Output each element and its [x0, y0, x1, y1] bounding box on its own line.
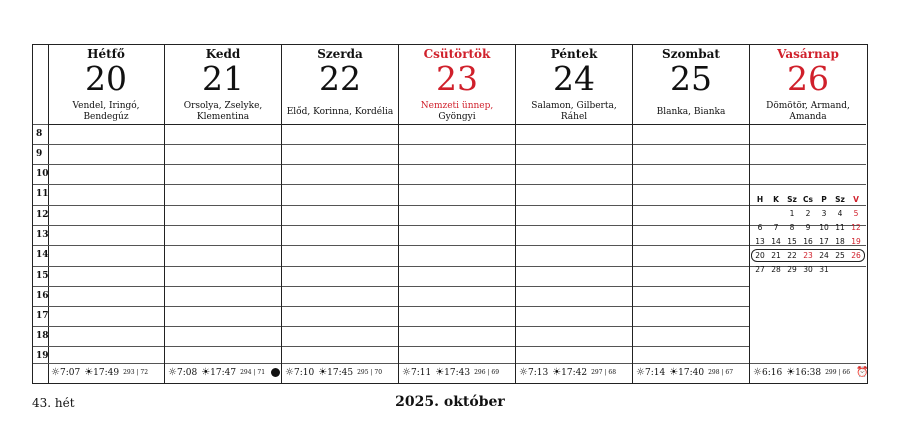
day-column: [750, 45, 869, 383]
mini-calendar-week: [750, 207, 867, 221]
hour-slot-line: [399, 286, 515, 287]
name-day: Gyöngyi: [438, 112, 476, 122]
hour-slot-line: [750, 124, 866, 125]
hour-slot-line: [282, 245, 398, 246]
hour-slot-line: [282, 144, 398, 145]
name-days-text: Blanka, Bianka: [656, 106, 726, 117]
hour-slot-line: [399, 184, 515, 185]
hour-slot-line: [165, 245, 281, 246]
day-number: 22: [319, 59, 361, 98]
hour-slot-line: [633, 184, 749, 185]
mini-calendar-day: 25: [835, 251, 845, 260]
mini-calendar-day: 8: [789, 223, 795, 232]
day-column: [48, 45, 165, 383]
mini-calendar-weekday: Cs: [803, 195, 813, 204]
sunrise-icon: ☼: [168, 367, 177, 378]
mini-calendar-day: 26: [851, 251, 861, 260]
hour-slot-line: [750, 144, 866, 145]
hour-slot-line: [48, 245, 164, 246]
hour-slot-line: [750, 164, 866, 165]
sunrise-icon: ☼: [519, 367, 528, 378]
mini-calendar-day: 19: [851, 237, 861, 246]
name-days: [401, 99, 513, 125]
hour-slot-line: [516, 205, 632, 206]
mini-calendar-day: 5: [853, 209, 859, 218]
hour-column: [33, 45, 49, 383]
day-number: 24: [553, 59, 595, 98]
hour-divider: [33, 205, 48, 206]
name-days: [50, 99, 162, 125]
day-name: Szerda: [317, 47, 363, 61]
mini-calendar-day: 24: [819, 251, 829, 260]
mini-calendar-day: 31: [819, 265, 829, 274]
mini-calendar-weekday: H: [756, 195, 764, 204]
sunset-time: 16:38: [795, 367, 822, 378]
hour-divider: [33, 225, 48, 226]
sunset-icon: ☀: [318, 367, 328, 378]
sunset-time: 17:40: [678, 367, 705, 378]
day-number: 20: [85, 59, 127, 98]
day-name: Szombat: [662, 47, 720, 61]
mini-calendar-day: 3: [821, 209, 827, 218]
sunrise-time: 7:11: [410, 367, 432, 378]
day-count: 297 | 68: [591, 369, 617, 376]
holiday-label: Nemzeti ünnep,: [420, 101, 494, 111]
hour-slot-line: [750, 184, 866, 185]
name-days-text: Orsolya, Zselyke, Klementina: [183, 101, 263, 122]
mini-calendar-day: 18: [835, 237, 845, 246]
week-planner-grid: [32, 44, 868, 384]
hour-divider: [33, 164, 48, 165]
sunset-time: 17:49: [93, 367, 120, 378]
mini-calendar-day: 12: [851, 223, 861, 232]
new-moon-icon: [271, 368, 280, 377]
hour-slot-line: [633, 326, 749, 327]
hour-slot-line: [399, 205, 515, 206]
mini-calendar-weekday: Sz: [787, 195, 797, 204]
hour-slot-line: [516, 144, 632, 145]
sun-times: [633, 362, 749, 383]
mini-calendar-day: 21: [771, 251, 781, 260]
sunrise-time: 7:08: [176, 367, 198, 378]
hour-slot-line: [282, 205, 398, 206]
hour-slot-line: [282, 184, 398, 185]
hour-slot-line: [516, 225, 632, 226]
hour-slot-line: [48, 164, 164, 165]
hour-slot-line: [48, 184, 164, 185]
mini-calendar-day: 10: [819, 223, 829, 232]
mini-calendar-day: 11: [835, 223, 845, 232]
sunset-icon: ☀: [552, 367, 562, 378]
day-number: 23: [436, 59, 478, 98]
mini-calendar-week: [750, 263, 867, 277]
sun-times: [750, 362, 869, 383]
hour-label: 15: [36, 271, 49, 281]
sunrise-icon: ☼: [51, 367, 60, 378]
hour-slot-line: [48, 225, 164, 226]
alarm-clock-icon: ⏰: [856, 367, 869, 378]
hour-divider: [33, 346, 48, 347]
hour-divider: [33, 286, 48, 287]
name-days-text: Dömötör, Armand, Amanda: [766, 101, 850, 122]
hour-slot-line: [165, 306, 281, 307]
hour-label: 14: [36, 250, 49, 260]
mini-calendar-day: 4: [837, 209, 843, 218]
mini-calendar-day: 28: [771, 265, 781, 274]
sunset-icon: ☀: [786, 367, 796, 378]
hour-divider: [33, 266, 48, 267]
hour-slot-line: [282, 326, 398, 327]
hour-slot-line: [282, 286, 398, 287]
name-days: [635, 99, 747, 125]
mini-calendar-day: 7: [773, 223, 779, 232]
name-days: [284, 99, 396, 125]
hour-label: 12: [36, 210, 49, 220]
mini-calendar-weekday: K: [773, 195, 779, 204]
sunrise-time: 6:16: [761, 367, 783, 378]
hour-slot-line: [633, 286, 749, 287]
hour-slot-line: [633, 225, 749, 226]
name-days: [752, 99, 864, 125]
week-number: 43. hét: [32, 396, 75, 410]
hour-slot-line: [165, 346, 281, 347]
mini-calendar: [750, 193, 867, 277]
hour-slot-line: [282, 225, 398, 226]
mini-calendar-weekday: V: [853, 195, 859, 204]
mini-calendar-day: 1: [789, 209, 795, 218]
mini-calendar-header: [750, 193, 867, 207]
hour-label: 10: [36, 169, 49, 179]
hour-slot-line: [48, 346, 164, 347]
day-name: Vasárnap: [777, 47, 839, 61]
sun-times: [516, 362, 632, 383]
day-name: Péntek: [550, 47, 598, 61]
mini-calendar-day: 20: [755, 251, 765, 260]
hour-slot-line: [165, 124, 281, 125]
mini-calendar-day: 29: [787, 265, 797, 274]
name-days-text: Vendel, Iringó, Bendegúz: [72, 101, 140, 122]
hour-slot-line: [399, 245, 515, 246]
day-count: 299 | 66: [825, 369, 851, 376]
hour-label: 19: [36, 351, 49, 361]
hour-slot-line: [165, 266, 281, 267]
hour-slot-line: [516, 266, 632, 267]
hour-slot-line: [633, 245, 749, 246]
hour-slot-line: [165, 184, 281, 185]
month-title: 2025. október: [395, 394, 505, 410]
hour-slot-line: [48, 205, 164, 206]
hour-slot-line: [48, 286, 164, 287]
mini-calendar-day: 16: [803, 237, 813, 246]
hour-divider: [33, 306, 48, 307]
hour-divider: [33, 144, 48, 145]
day-name: Hétfő: [87, 47, 125, 61]
sunrise-icon: ☼: [753, 367, 762, 378]
mini-calendar-day: 17: [819, 237, 829, 246]
hour-divider: [33, 363, 48, 364]
hour-slot-line: [282, 346, 398, 347]
mini-calendar-day: 14: [771, 237, 781, 246]
hour-divider: [33, 124, 48, 125]
hour-slot-line: [165, 164, 281, 165]
hour-divider: [33, 184, 48, 185]
hour-slot-line: [48, 266, 164, 267]
hour-slot-line: [633, 266, 749, 267]
day-column: [516, 45, 633, 383]
hour-slot-line: [399, 346, 515, 347]
hour-slot-line: [48, 124, 164, 125]
hour-slot-line: [282, 306, 398, 307]
hour-slot-line: [633, 306, 749, 307]
sunrise-icon: ☼: [402, 367, 411, 378]
sunrise-icon: ☼: [285, 367, 294, 378]
sunset-icon: ☀: [201, 367, 211, 378]
day-number: 25: [670, 59, 712, 98]
mini-calendar-weekday: P: [821, 195, 827, 204]
hour-slot-line: [165, 225, 281, 226]
day-column: [282, 45, 399, 383]
hour-divider: [33, 245, 48, 246]
hour-label: 17: [36, 311, 49, 321]
hour-slot-line: [399, 266, 515, 267]
hour-slot-line: [516, 164, 632, 165]
hour-label: 9: [36, 149, 43, 159]
hour-slot-line: [48, 306, 164, 307]
name-days-text: Előd, Korinna, Kordélia: [286, 106, 394, 117]
hour-slot-line: [399, 306, 515, 307]
hour-label: 13: [36, 230, 49, 240]
mini-calendar-day: 22: [787, 251, 797, 260]
hour-slot-line: [399, 225, 515, 226]
mini-calendar-week: [750, 235, 867, 249]
hour-label: 11: [36, 189, 49, 199]
hour-slot-line: [516, 286, 632, 287]
hour-slot-line: [165, 326, 281, 327]
day-number: 21: [202, 59, 244, 98]
sunset-icon: ☀: [84, 367, 94, 378]
hour-slot-line: [399, 326, 515, 327]
mini-calendar-weekday: Sz: [835, 195, 845, 204]
day-number: 26: [787, 59, 829, 98]
hour-slot-line: [165, 144, 281, 145]
hour-slot-line: [48, 326, 164, 327]
sun-times: [165, 362, 281, 383]
hour-slot-line: [633, 205, 749, 206]
day-count: 298 | 67: [708, 369, 734, 376]
hour-slot-line: [516, 245, 632, 246]
sunrise-icon: ☼: [636, 367, 645, 378]
hour-slot-line: [516, 326, 632, 327]
mini-calendar-day: 27: [755, 265, 765, 274]
name-days: [167, 99, 279, 125]
hour-divider: [33, 326, 48, 327]
sunrise-time: 7:07: [59, 367, 81, 378]
mini-calendar-week: [750, 221, 867, 235]
name-days-text: Salamon, Gilberta, Ráhel: [531, 101, 617, 122]
sun-times: [282, 362, 398, 383]
sunrise-time: 7:10: [293, 367, 315, 378]
mini-calendar-week: [750, 249, 867, 263]
day-name: Csütörtök: [423, 47, 491, 61]
sunrise-time: 7:13: [527, 367, 549, 378]
hour-slot-line: [633, 124, 749, 125]
sunset-time: 17:47: [210, 367, 237, 378]
mini-calendar-day: 2: [805, 209, 811, 218]
hour-slot-line: [282, 266, 398, 267]
day-column: [633, 45, 750, 383]
hour-slot-line: [165, 286, 281, 287]
mini-calendar-day: 6: [757, 223, 763, 232]
sunset-time: 17:45: [327, 367, 354, 378]
hour-slot-line: [633, 346, 749, 347]
hour-slot-line: [399, 144, 515, 145]
hour-label: 8: [36, 129, 43, 139]
day-count: 295 | 70: [357, 369, 383, 376]
hour-slot-line: [282, 124, 398, 125]
day-count: 294 | 71: [240, 369, 266, 376]
sun-times: [48, 362, 164, 383]
hour-slot-line: [399, 164, 515, 165]
hour-slot-line: [633, 164, 749, 165]
hour-label: 16: [36, 291, 49, 301]
name-days: [518, 99, 630, 125]
sunrise-time: 7:14: [644, 367, 666, 378]
mini-calendar-day: 30: [803, 265, 813, 274]
sun-times: [399, 362, 515, 383]
mini-calendar-day: 23: [803, 251, 813, 260]
mini-calendar-day: 13: [755, 237, 765, 246]
mini-calendar-day: 9: [805, 223, 811, 232]
hour-slot-line: [516, 306, 632, 307]
day-count: 296 | 69: [474, 369, 500, 376]
day-name: Kedd: [205, 47, 241, 61]
sunset-icon: ☀: [669, 367, 679, 378]
hour-slot-line: [399, 124, 515, 125]
day-column: [165, 45, 282, 383]
day-column: [399, 45, 516, 383]
hour-slot-line: [516, 184, 632, 185]
hour-slot-line: [516, 346, 632, 347]
hour-slot-line: [633, 144, 749, 145]
hour-slot-line: [165, 205, 281, 206]
hour-slot-line: [516, 124, 632, 125]
day-count: 293 | 72: [123, 369, 149, 376]
name-days-text: [421, 101, 494, 123]
hour-slot-line: [48, 144, 164, 145]
hour-slot-line: [282, 164, 398, 165]
sunset-icon: ☀: [435, 367, 445, 378]
sunset-time: 17:43: [444, 367, 471, 378]
sunset-time: 17:42: [561, 367, 588, 378]
hour-label: 18: [36, 331, 49, 341]
mini-calendar-day: 15: [787, 237, 797, 246]
